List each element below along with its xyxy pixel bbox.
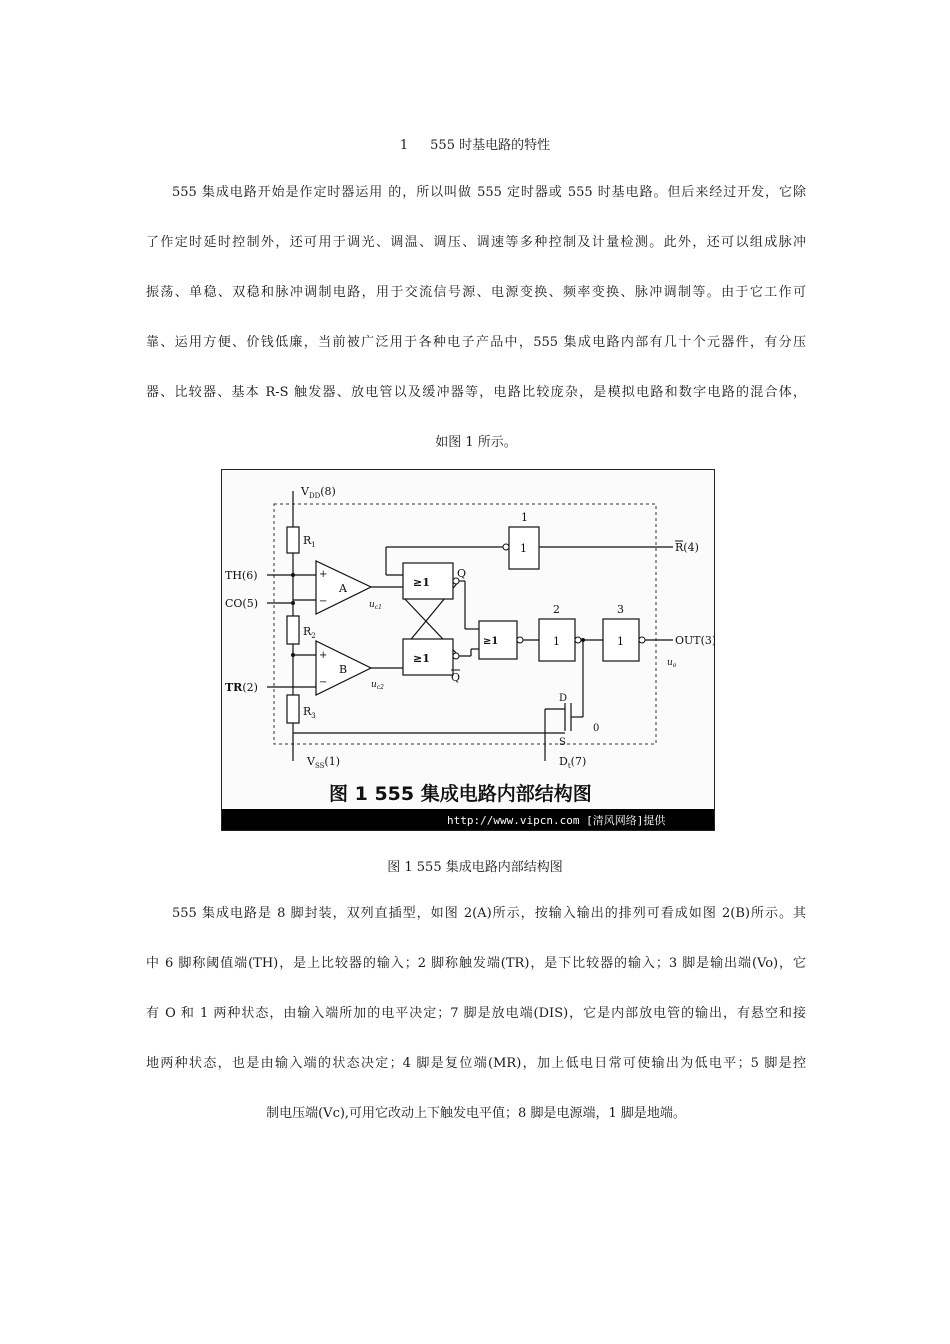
uc1-label: $u_{c1}$ (369, 600, 382, 611)
uo-label: $u_o$ (667, 658, 677, 669)
paragraph-line: 中 6 脚称阈值端(TH)，是上比较器的输入；2 脚称触发端(TR)，是下比较器的输入；3 脚是输出端(Vo)，它 (146, 956, 806, 971)
co-pin-label: CO(5) (225, 597, 259, 610)
r3-label: $R_3$ (303, 705, 316, 720)
vss-label: $V_{SS}(1)$ (307, 755, 341, 770)
gate1-number: 1 (521, 511, 528, 524)
gate-zero-label: 0 (593, 723, 600, 734)
resistor-r3 (287, 695, 299, 723)
pinout-paragraph (146, 904, 806, 1124)
paragraph-line: 振荡、单稳、双稳和脉冲调制电路，用于交流信号源、电源变换、频率变换、脉冲调制等。由于它工作可 (146, 285, 806, 300)
comp-a-label: A (339, 582, 347, 595)
paragraph-line: 555 集成电路是 8 脚封装，双列直插型，如图 2(A)所示，按输入输出的排列可看成如图 2(B)所示。其 (172, 906, 806, 921)
junction-dot (291, 573, 295, 577)
gate1-symbol: 1 (520, 542, 527, 555)
paragraph-line: 地两种状态，也是由输入端的状态决定；4 脚是复位端(MR)，加上低电日常可使输出为低电平；5 脚是控 (146, 1056, 806, 1071)
inversion-bubble (575, 637, 581, 643)
q-label: Q (457, 567, 467, 580)
dis-pin-label: $D_t(7)$ (559, 755, 587, 770)
gate3-symbol: 1 (617, 635, 624, 648)
section-number: 1 (399, 138, 409, 153)
junction-dot (581, 638, 585, 642)
out-pin-label: OUT(3) (675, 634, 715, 647)
gate2-symbol: 1 (553, 635, 560, 648)
paragraph-line: 制电压端(Vc),可用它改动上下触发电平值；8 脚是电源端，1 脚是地端。 (266, 1106, 686, 1121)
nor-upper-label: ≥1 (413, 576, 430, 589)
comp-a-minus: − (319, 596, 328, 607)
junction-dot (291, 601, 295, 605)
r1-label: $R_1$ (303, 534, 316, 549)
section-heading (0, 134, 950, 153)
th-pin-label: TH(6) (225, 569, 258, 582)
inversion-bubble (517, 637, 523, 643)
circuit-figure (221, 469, 715, 831)
circuit-diagram (221, 469, 715, 831)
intro-paragraph (146, 183, 806, 453)
uc2-label: $u_{c2}$ (371, 680, 384, 691)
vdd-label: $V_{DD}(8)$ (301, 485, 336, 500)
gate3-number: 3 (617, 603, 624, 616)
junction-dot (291, 653, 295, 657)
paragraph-line: 靠、运用方便、价钱低廉，当前被广泛用于各种电子产品中，555 集成电路内部有几十个元器件，有分压 (146, 335, 806, 350)
comp-b-plus: + (319, 650, 328, 661)
nor-output-label: ≥1 (483, 636, 499, 647)
resistor-r2 (287, 616, 299, 644)
paragraph-line: 了作定时延时控制外，还可用于调光、调温、调压、调速等多种控制及计量检测。此外，还可以组成脉冲 (146, 235, 806, 250)
comp-b-label: B (339, 663, 348, 676)
inversion-bubble (639, 637, 645, 643)
paragraph-line: 器、比较器、基本 R-S 触发器、放电管以及缓冲器等，电路比较庞杂，是模拟电路和数字电路的混合体， (146, 385, 806, 400)
resistor-r1 (287, 527, 299, 553)
reset-pin-label: R(4) (675, 541, 699, 554)
comp-a-plus: + (319, 569, 328, 580)
inversion-bubble (453, 653, 459, 659)
r2-label: $R_2$ (303, 625, 316, 640)
gate2-number: 2 (553, 603, 560, 616)
tr-pin-label: TR(2) (225, 681, 258, 694)
source-label: S (559, 737, 566, 748)
nor-lower-label: ≥1 (413, 652, 430, 665)
comp-b-minus: − (319, 677, 328, 688)
paragraph-line: 555 集成电路开始是作定时器运用 的，所以叫做 555 定时器或 555 时基电路。但后来经过开发，它除 (172, 185, 806, 200)
figure-banner-title: 图 1 555 集成电路内部结构图 (329, 783, 592, 805)
inversion-bubble (503, 544, 509, 550)
figure-frame (222, 470, 715, 831)
figure-caption: 图 1 555 集成电路内部结构图 (387, 860, 563, 875)
figure-footer-text: http://www.vipcn.com [清风网络]提供 (447, 814, 666, 827)
paragraph-line: 有 O 和 1 两种状态，由输入端所加的电平决定；7 脚是放电端(DIS)，它是内部放电管的输出，有悬空和接 (146, 1006, 806, 1021)
qbar-label: Q (451, 671, 461, 684)
section-title: 555 时基电路的特性 (430, 138, 551, 153)
drain-label: D (559, 693, 568, 704)
paragraph-line: 如图 1 所示。 (435, 435, 517, 450)
